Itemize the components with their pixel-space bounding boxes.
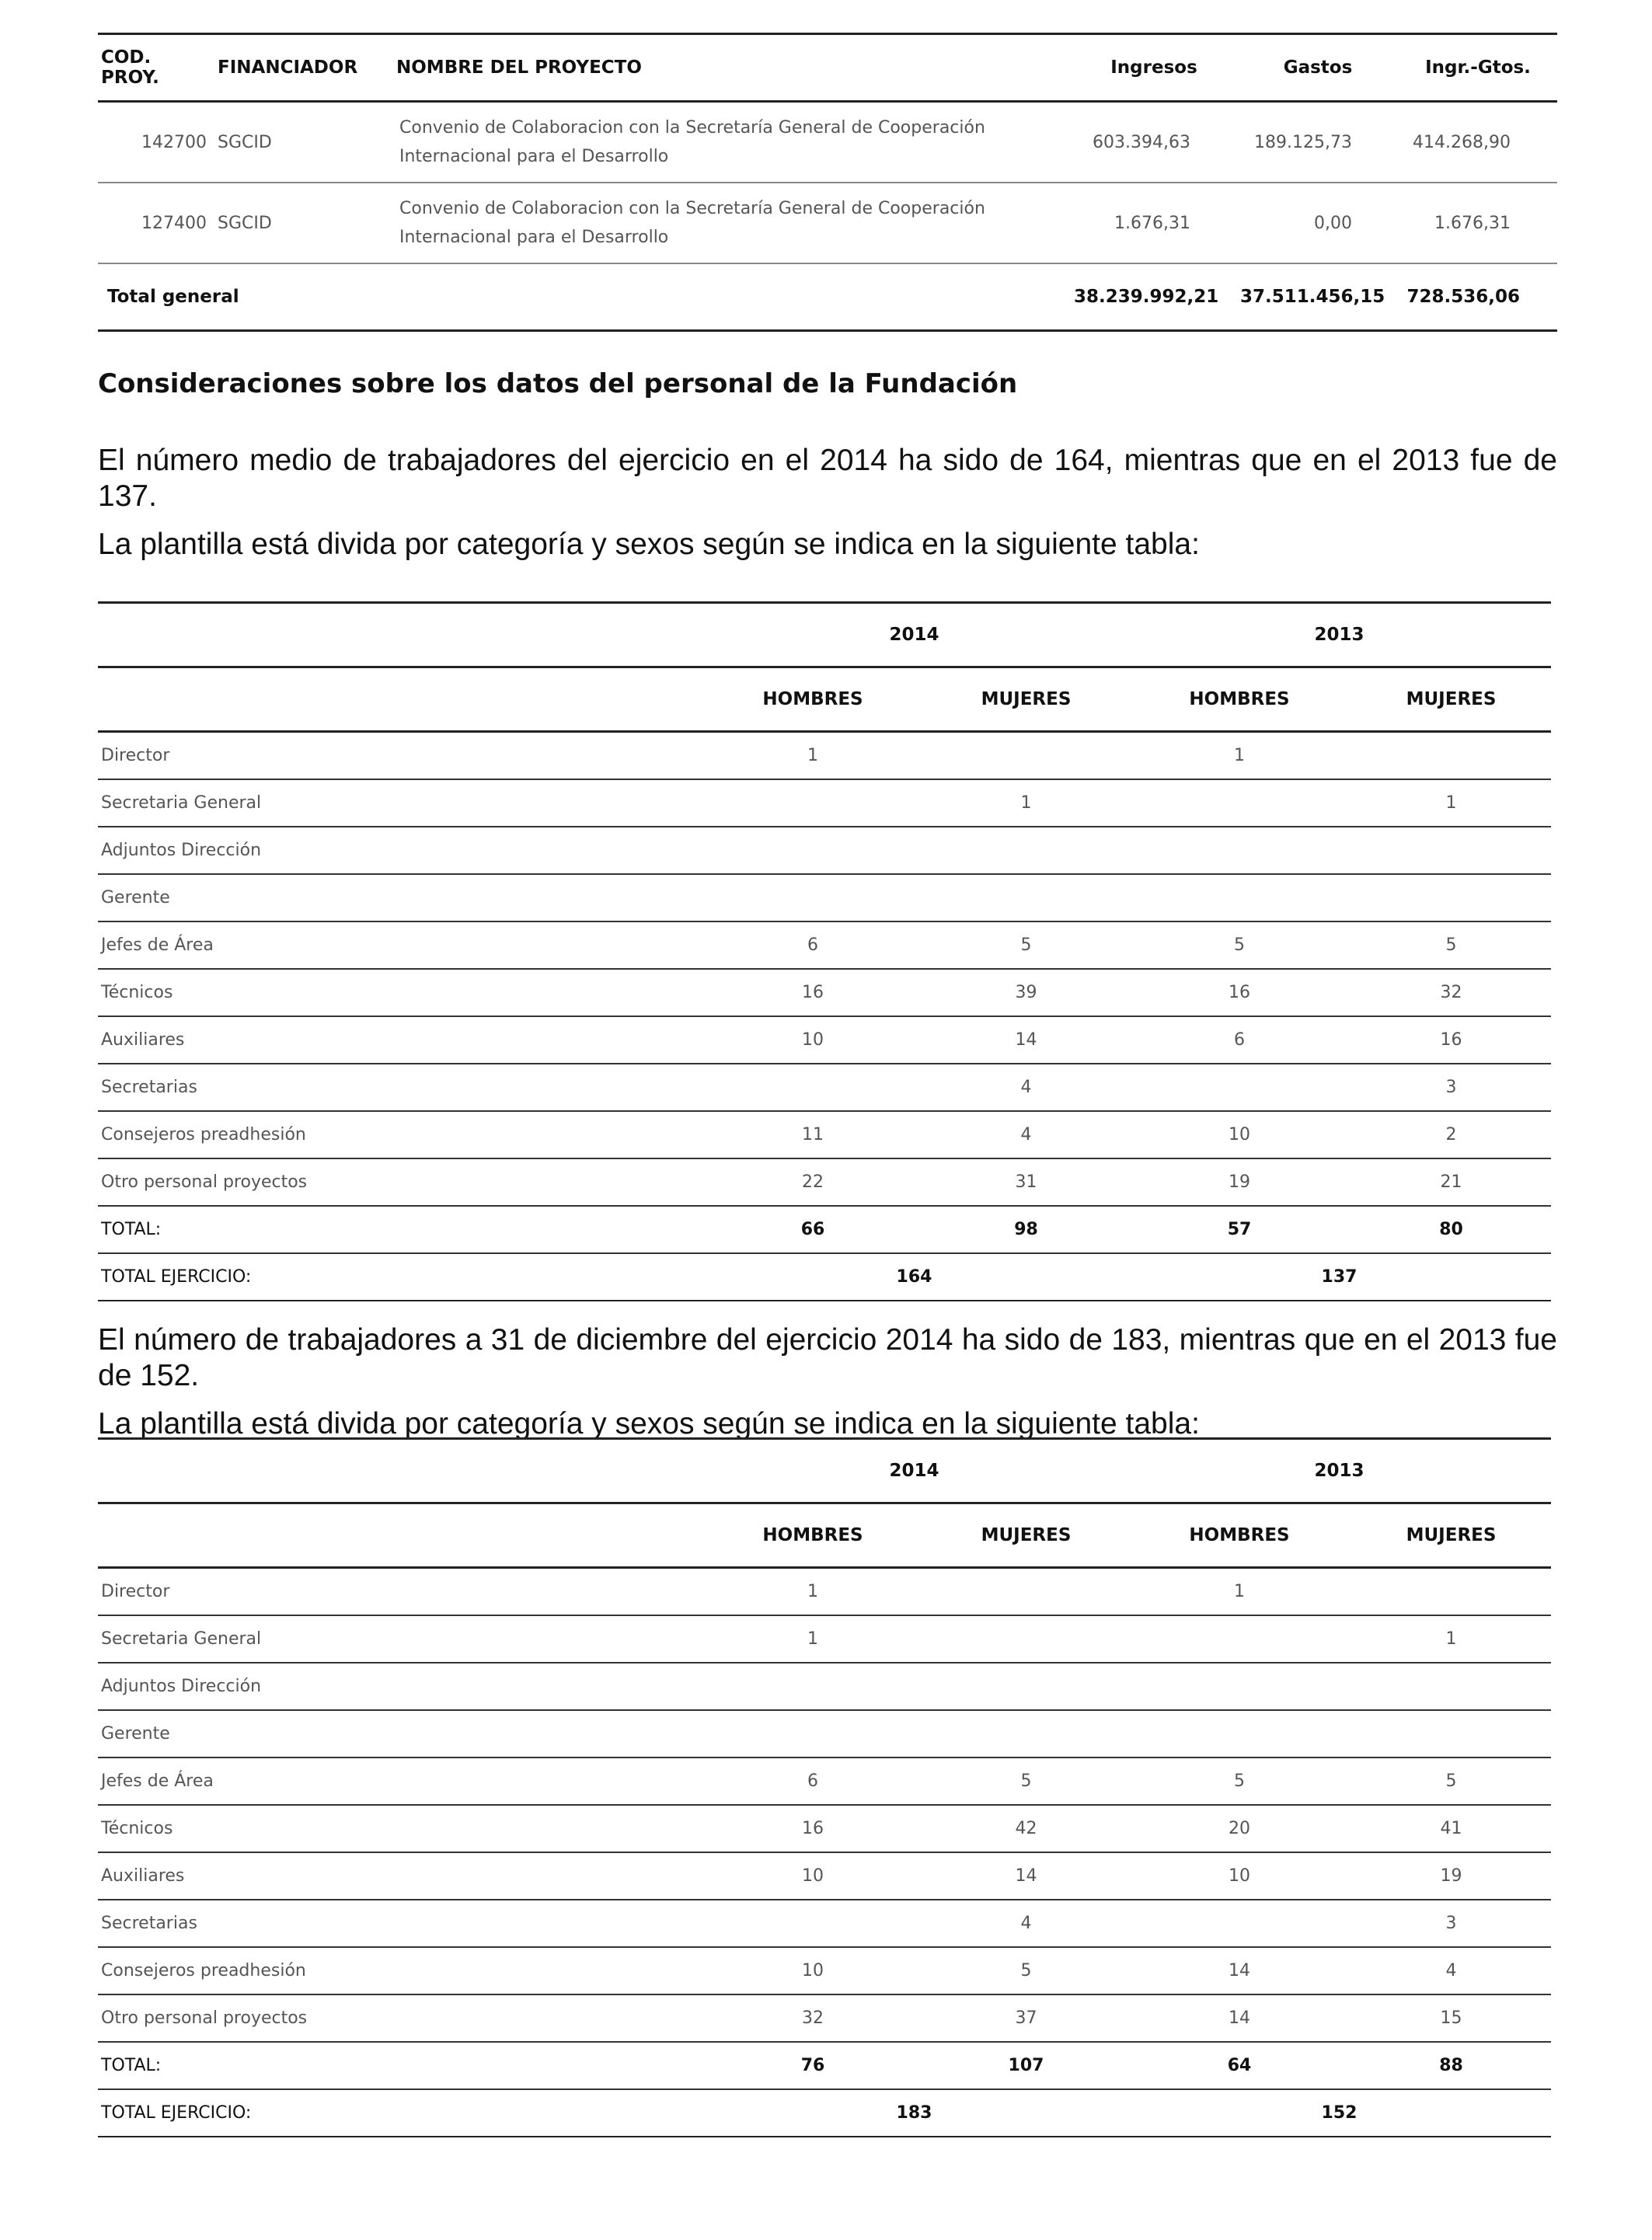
category-label: Adjuntos Dirección <box>98 827 701 874</box>
table-row <box>98 1016 1551 1064</box>
category-label: Consejeros preadhesión <box>98 1947 701 1994</box>
total-men-2014: 76 <box>701 2042 925 2089</box>
table-row <box>98 1758 1551 1805</box>
total-women-2014: 107 <box>925 2042 1127 2089</box>
men-2013-cell: 5 <box>1127 921 1351 969</box>
men-2014-cell: 6 <box>701 1758 925 1805</box>
projects-total-row <box>98 263 1557 331</box>
year-header-row <box>98 1439 1551 1503</box>
total-row <box>98 2042 1551 2089</box>
men-2014-cell: 32 <box>701 1994 925 2042</box>
year-2014-header: 2014 <box>701 603 1127 667</box>
men-2014-cell: 22 <box>701 1158 925 1206</box>
total-men-2014: 66 <box>701 1206 925 1253</box>
men-2014-cell <box>701 1900 925 1947</box>
men-2014-cell <box>701 827 925 874</box>
women-2013-cell: 5 <box>1351 1758 1551 1805</box>
category-label: Gerente <box>98 1710 701 1758</box>
total-ejercicio-2013: 137 <box>1127 1253 1551 1301</box>
category-label: Jefes de Área <box>98 921 701 969</box>
men-2013-cell <box>1127 1615 1351 1663</box>
total-label: TOTAL: <box>98 1206 701 1253</box>
table-row <box>98 1947 1551 1994</box>
total-ejercicio-row <box>98 2089 1551 2137</box>
section-title: Consideraciones sobre los datos del personal de la Fundación <box>98 368 1018 399</box>
project-name: Convenio de Colaboracion con la Secretaría General de Cooperación Internacional para el Desarrollo <box>393 102 1071 183</box>
men-2013-cell <box>1127 1663 1351 1710</box>
men-2014-cell: 10 <box>701 1016 925 1064</box>
men-2013-cell <box>1127 874 1351 921</box>
men-2014-cell: 1 <box>701 1568 925 1616</box>
women-2014-cell: 1 <box>925 779 1127 827</box>
paragraph-december-staff: El número de trabajadores a 31 de diciembre del ejercicio 2014 ha sido de 183, mientras que en el 2013 fue de 152. <box>98 1323 1557 1392</box>
men-2013-cell: 14 <box>1127 1947 1351 1994</box>
men-header: HOMBRES <box>701 1503 925 1568</box>
men-2014-cell <box>701 1663 925 1710</box>
women-2014-cell <box>925 1615 1127 1663</box>
category-label: Otro personal proyectos <box>98 1158 701 1206</box>
project-name: Convenio de Colaboracion con la Secretaría General de Cooperación Internacional para el Desarrollo <box>393 183 1071 263</box>
men-header: HOMBRES <box>1127 667 1351 732</box>
women-2014-cell: 4 <box>925 1900 1127 1947</box>
col-header-project-name: NOMBRE DEL PROYECTO <box>393 34 1071 102</box>
project-expenses: 189.125,73 <box>1237 102 1399 183</box>
men-header: HOMBRES <box>1127 1503 1351 1568</box>
project-income: 603.394,63 <box>1071 102 1237 183</box>
project-net: 414.268,90 <box>1399 102 1557 183</box>
col-header-funder: FINANCIADOR <box>214 34 393 102</box>
men-2014-cell <box>701 779 925 827</box>
women-2014-cell: 14 <box>925 1852 1127 1900</box>
category-label: Jefes de Área <box>98 1758 701 1805</box>
women-2014-cell: 5 <box>925 1947 1127 1994</box>
men-2013-cell <box>1127 1710 1351 1758</box>
women-2014-cell: 37 <box>925 1994 1127 2042</box>
women-2013-cell: 19 <box>1351 1852 1551 1900</box>
year-2013-header: 2013 <box>1127 1439 1551 1503</box>
total-ejercicio-label: TOTAL EJERCICIO: <box>98 1253 701 1301</box>
men-2014-cell <box>701 1710 925 1758</box>
women-header: MUJERES <box>1351 1503 1551 1568</box>
men-2013-cell <box>1127 1064 1351 1111</box>
women-2013-cell <box>1351 732 1551 780</box>
staff-average-table <box>98 601 1551 1301</box>
women-2013-cell <box>1351 1663 1551 1710</box>
table-row <box>98 183 1557 263</box>
project-code: 127400 <box>98 183 214 263</box>
men-2014-cell: 10 <box>701 1947 925 1994</box>
col-header-income: Ingresos <box>1071 34 1237 102</box>
category-label: Secretaria General <box>98 1615 701 1663</box>
women-2014-cell: 31 <box>925 1158 1127 1206</box>
men-2013-cell: 14 <box>1127 1994 1351 2042</box>
year-2013-header: 2013 <box>1127 603 1551 667</box>
women-2013-cell <box>1351 874 1551 921</box>
table-row <box>98 1805 1551 1852</box>
women-header: MUJERES <box>1351 667 1551 732</box>
category-label: Consejeros preadhesión <box>98 1111 701 1158</box>
document-page <box>98 33 1557 2123</box>
women-2014-cell <box>925 1710 1127 1758</box>
table-row <box>98 1994 1551 2042</box>
table-row <box>98 1111 1551 1158</box>
women-2013-cell: 16 <box>1351 1016 1551 1064</box>
women-2014-cell: 5 <box>925 1758 1127 1805</box>
women-2013-cell <box>1351 1710 1551 1758</box>
men-2014-cell: 1 <box>701 732 925 780</box>
table-row <box>98 1710 1551 1758</box>
total-label: TOTAL: <box>98 2042 701 2089</box>
project-income: 1.676,31 <box>1071 183 1237 263</box>
table-row <box>98 874 1551 921</box>
table-row <box>98 1568 1551 1616</box>
category-label: Otro personal proyectos <box>98 1994 701 2042</box>
category-label: Director <box>98 1568 701 1616</box>
total-ejercicio-2014: 183 <box>701 2089 1127 2137</box>
category-label: Secretaria General <box>98 779 701 827</box>
women-2013-cell: 5 <box>1351 921 1551 969</box>
total-men-2013: 57 <box>1127 1206 1351 1253</box>
men-2014-cell: 6 <box>701 921 925 969</box>
men-2013-cell: 5 <box>1127 1758 1351 1805</box>
category-label: Gerente <box>98 874 701 921</box>
women-2014-cell <box>925 874 1127 921</box>
men-2013-cell <box>1127 827 1351 874</box>
women-2014-cell: 42 <box>925 1805 1127 1852</box>
total-ejercicio-2013: 152 <box>1127 2089 1551 2137</box>
men-2013-cell: 10 <box>1127 1111 1351 1158</box>
women-2013-cell: 41 <box>1351 1805 1551 1852</box>
total-ejercicio-2014: 164 <box>701 1253 1127 1301</box>
table-row <box>98 1900 1551 1947</box>
total-ejercicio-label: TOTAL EJERCICIO: <box>98 2089 701 2137</box>
women-2014-cell: 5 <box>925 921 1127 969</box>
total-women-2014: 98 <box>925 1206 1127 1253</box>
category-label: Adjuntos Dirección <box>98 1663 701 1710</box>
category-label: Secretarias <box>98 1900 701 1947</box>
year-header-row <box>98 603 1551 667</box>
sex-header-row <box>98 1503 1551 1568</box>
year-2014-header: 2014 <box>701 1439 1127 1503</box>
projects-header-row <box>98 34 1557 102</box>
category-label: Técnicos <box>98 969 701 1016</box>
category-label: Director <box>98 732 701 780</box>
women-header: MUJERES <box>925 1503 1127 1568</box>
women-2014-cell: 14 <box>925 1016 1127 1064</box>
staff-december-table <box>98 1437 1551 2137</box>
men-2014-cell <box>701 1064 925 1111</box>
sex-header-row <box>98 667 1551 732</box>
project-net: 1.676,31 <box>1399 183 1557 263</box>
col-header-expenses: Gastos <box>1237 34 1399 102</box>
table-row <box>98 1158 1551 1206</box>
men-2013-cell: 6 <box>1127 1016 1351 1064</box>
women-2013-cell <box>1351 827 1551 874</box>
total-women-2013: 88 <box>1351 2042 1551 2089</box>
project-funder: SGCID <box>214 183 393 263</box>
table-row <box>98 732 1551 780</box>
total-ejercicio-row <box>98 1253 1551 1301</box>
women-header: MUJERES <box>925 667 1127 732</box>
women-2013-cell: 32 <box>1351 969 1551 1016</box>
men-2014-cell: 10 <box>701 1852 925 1900</box>
women-2013-cell: 2 <box>1351 1111 1551 1158</box>
men-2013-cell: 1 <box>1127 1568 1351 1616</box>
women-2014-cell <box>925 1568 1127 1616</box>
men-2013-cell <box>1127 1900 1351 1947</box>
men-2013-cell: 16 <box>1127 969 1351 1016</box>
women-2013-cell: 21 <box>1351 1158 1551 1206</box>
table-row <box>98 1852 1551 1900</box>
total-expenses: 37.511.456,15 <box>1237 263 1399 331</box>
paragraph-table-intro: La plantilla está divida por categoría y sexos según se indica en la siguiente tabla: <box>98 1407 1200 1440</box>
projects-table <box>98 33 1557 332</box>
table-row <box>98 102 1557 183</box>
women-2014-cell <box>925 1663 1127 1710</box>
table-row <box>98 921 1551 969</box>
total-women-2013: 80 <box>1351 1206 1551 1253</box>
col-header-net: Ingr.-Gtos. <box>1399 34 1557 102</box>
project-expenses: 0,00 <box>1237 183 1399 263</box>
men-header: HOMBRES <box>701 667 925 732</box>
table-row <box>98 969 1551 1016</box>
women-2013-cell <box>1351 1568 1551 1616</box>
men-2013-cell: 1 <box>1127 732 1351 780</box>
table-row <box>98 1064 1551 1111</box>
category-label: Secretarias <box>98 1064 701 1111</box>
women-2013-cell: 1 <box>1351 779 1551 827</box>
category-label: Auxiliares <box>98 1852 701 1900</box>
col-header-code: COD. PROY. <box>98 34 214 102</box>
men-2014-cell <box>701 874 925 921</box>
men-2013-cell <box>1127 779 1351 827</box>
table-row <box>98 827 1551 874</box>
women-2013-cell: 1 <box>1351 1615 1551 1663</box>
women-2014-cell <box>925 827 1127 874</box>
paragraph-average-staff: El número medio de trabajadores del ejercicio en el 2014 ha sido de 164, mientras que en el 2013 fue de 137. <box>98 444 1557 513</box>
women-2014-cell: 39 <box>925 969 1127 1016</box>
women-2013-cell: 15 <box>1351 1994 1551 2042</box>
men-2014-cell: 16 <box>701 969 925 1016</box>
paragraph-table-intro: La plantilla está divida por categoría y sexos según se indica en la siguiente tabla: <box>98 528 1200 561</box>
category-label: Auxiliares <box>98 1016 701 1064</box>
men-2014-cell: 16 <box>701 1805 925 1852</box>
total-general-label: Total general <box>98 263 1071 331</box>
table-row <box>98 1615 1551 1663</box>
men-2014-cell: 11 <box>701 1111 925 1158</box>
total-income: 38.239.992,21 <box>1071 263 1237 331</box>
women-2013-cell: 3 <box>1351 1900 1551 1947</box>
category-label: Técnicos <box>98 1805 701 1852</box>
women-2013-cell: 4 <box>1351 1947 1551 1994</box>
men-2014-cell: 1 <box>701 1615 925 1663</box>
women-2014-cell: 4 <box>925 1064 1127 1111</box>
women-2014-cell <box>925 732 1127 780</box>
total-net: 728.536,06 <box>1399 263 1557 331</box>
men-2013-cell: 20 <box>1127 1805 1351 1852</box>
project-code: 142700 <box>98 102 214 183</box>
total-men-2013: 64 <box>1127 2042 1351 2089</box>
total-row <box>98 1206 1551 1253</box>
men-2013-cell: 19 <box>1127 1158 1351 1206</box>
women-2014-cell: 4 <box>925 1111 1127 1158</box>
table-row <box>98 779 1551 827</box>
project-funder: SGCID <box>214 102 393 183</box>
women-2013-cell: 3 <box>1351 1064 1551 1111</box>
table-row <box>98 1663 1551 1710</box>
men-2013-cell: 10 <box>1127 1852 1351 1900</box>
